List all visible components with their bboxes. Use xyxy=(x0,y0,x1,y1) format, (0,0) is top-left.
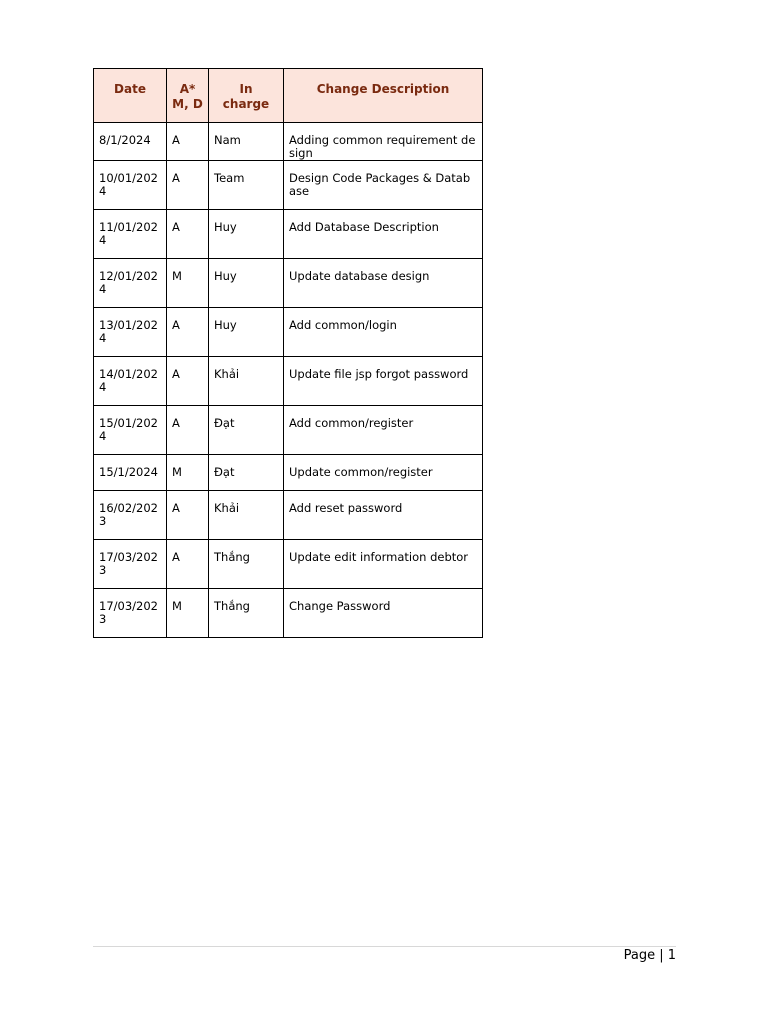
cell-description: Update database design xyxy=(284,259,483,308)
cell-date: 8/1/2024 xyxy=(94,123,167,161)
table-row xyxy=(94,491,483,540)
cell-in-charge: Khải xyxy=(209,491,284,540)
change-log-table xyxy=(93,68,483,638)
cell-date: 11/01/2024 xyxy=(94,210,167,259)
table-row xyxy=(94,259,483,308)
table-row xyxy=(94,406,483,455)
page-number: Page | 1 xyxy=(623,948,676,963)
cell-date: 12/01/2024 xyxy=(94,259,167,308)
cell-amd: M xyxy=(167,455,209,491)
cell-amd: M xyxy=(167,589,209,638)
cell-description: Add common/register xyxy=(284,406,483,455)
table-row xyxy=(94,589,483,638)
cell-in-charge: Thắng xyxy=(209,540,284,589)
cell-date: 15/01/2024 xyxy=(94,406,167,455)
cell-in-charge: Đạt xyxy=(209,406,284,455)
cell-description: Add reset password xyxy=(284,491,483,540)
cell-description: Change Password xyxy=(284,589,483,638)
cell-date: 17/03/2023 xyxy=(94,540,167,589)
cell-description: Update common/register xyxy=(284,455,483,491)
cell-amd: A xyxy=(167,210,209,259)
table-row xyxy=(94,357,483,406)
cell-in-charge: Khải xyxy=(209,357,284,406)
table-row xyxy=(94,210,483,259)
table-row xyxy=(94,455,483,491)
header-in-charge: In charge xyxy=(209,69,284,123)
cell-description: Design Code Packages & Database xyxy=(284,161,483,210)
cell-amd: A xyxy=(167,123,209,161)
cell-in-charge: Thắng xyxy=(209,589,284,638)
cell-description: Add Database Description xyxy=(284,210,483,259)
cell-in-charge: Huy xyxy=(209,210,284,259)
cell-amd: A xyxy=(167,357,209,406)
header-change-description: Change Description xyxy=(284,69,483,123)
cell-in-charge: Đạt xyxy=(209,455,284,491)
cell-date: 10/01/2024 xyxy=(94,161,167,210)
footer-divider xyxy=(93,946,676,947)
header-date: Date xyxy=(94,69,167,123)
cell-amd: A xyxy=(167,406,209,455)
cell-date: 16/02/2023 xyxy=(94,491,167,540)
cell-in-charge: Nam xyxy=(209,123,284,161)
cell-description: Adding common requirement design xyxy=(284,123,483,161)
cell-date: 15/1/2024 xyxy=(94,455,167,491)
cell-date: 14/01/2024 xyxy=(94,357,167,406)
table-header-row xyxy=(94,69,483,123)
cell-description: Add common/login xyxy=(284,308,483,357)
cell-date: 17/03/2023 xyxy=(94,589,167,638)
table-row xyxy=(94,123,483,161)
cell-amd: A xyxy=(167,161,209,210)
cell-amd: A xyxy=(167,308,209,357)
cell-in-charge: Huy xyxy=(209,308,284,357)
cell-amd: A xyxy=(167,540,209,589)
header-amd: A* M, D xyxy=(167,69,209,123)
table-row xyxy=(94,540,483,589)
cell-amd: A xyxy=(167,491,209,540)
cell-in-charge: Team xyxy=(209,161,284,210)
cell-description: Update edit information debtor xyxy=(284,540,483,589)
table-row xyxy=(94,308,483,357)
cell-description: Update file jsp forgot password xyxy=(284,357,483,406)
cell-in-charge: Huy xyxy=(209,259,284,308)
cell-date: 13/01/2024 xyxy=(94,308,167,357)
cell-amd: M xyxy=(167,259,209,308)
table-row xyxy=(94,161,483,210)
